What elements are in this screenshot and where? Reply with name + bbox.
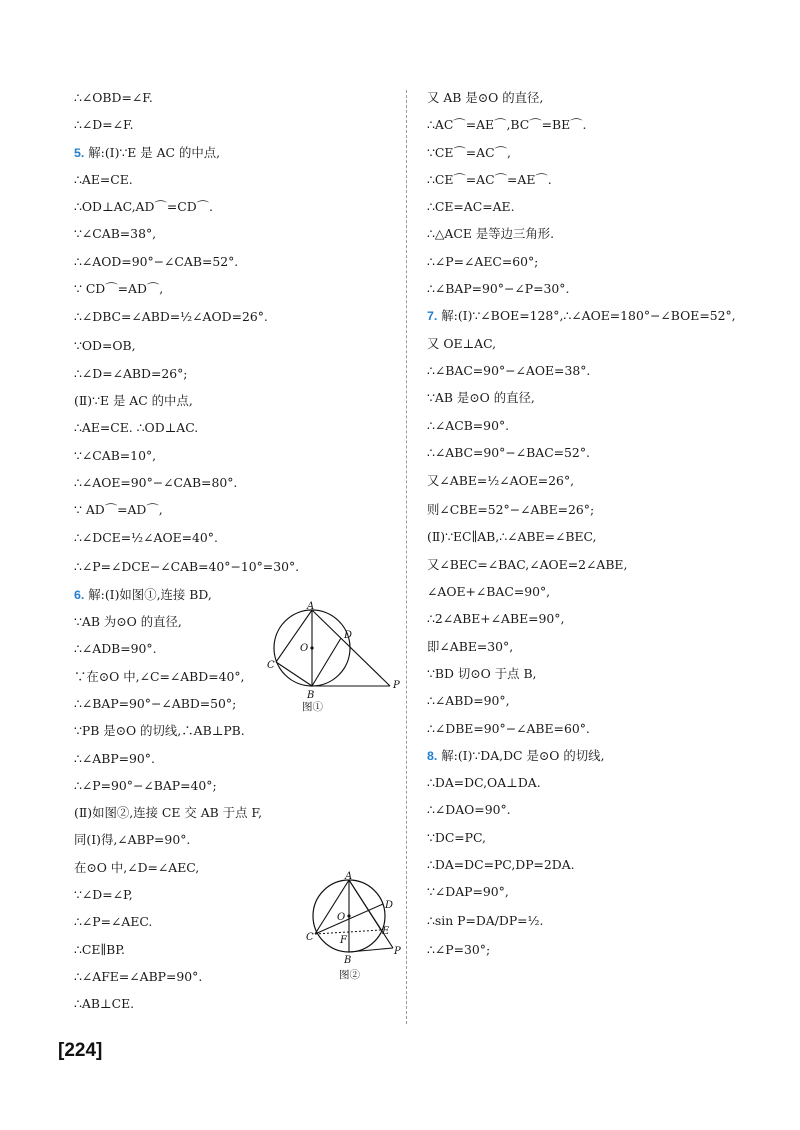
solution-line: 又 OE⊥AC, xyxy=(427,335,497,351)
solution-line: ∵在⊙O 中,∠C=∠ABD=40°, xyxy=(74,668,245,684)
solution-line: ∴AB⊥CE. xyxy=(74,996,135,1012)
solution-line: ∴∠DBC=∠ABD=½∠AOD=26°. xyxy=(74,309,268,325)
solution-line: ∴CE⌒=AC⌒=AE⌒. xyxy=(427,171,552,187)
solution-line: ∴DA=DC=PC,DP=2DA. xyxy=(427,857,575,873)
solution-line: ∴∠ABC=90°−∠BAC=52°. xyxy=(427,444,590,460)
solution-line: ∵∠CAB=38°, xyxy=(74,226,157,242)
solution-line: ∴∠BAP=90°−∠ABD=50°; xyxy=(74,695,237,711)
solution-line: 5. 解:(Ⅰ)∵E 是 AC 的中点, xyxy=(74,144,221,160)
solution-line: ∵AB 是⊙O 的直径, xyxy=(427,390,535,406)
fig2-label-A: A xyxy=(345,871,353,882)
solution-line: 即∠ABE=30°, xyxy=(427,638,514,654)
solution-line: ∴∠P=90°−∠BAP=40°; xyxy=(74,777,217,793)
solution-line: ∵PB 是⊙O 的切线,∴AB⊥PB. xyxy=(74,723,245,739)
solution-line: ∴∠P=∠DCE−∠CAB=40°−10°=30°. xyxy=(74,559,300,575)
solution-line: ∴∠ABP=90°. xyxy=(74,750,155,766)
solution-line: ∴∠AFE=∠ABP=90°. xyxy=(74,968,203,984)
solution-line: ∵∠CAB=10°, xyxy=(74,447,157,463)
problem-number: 8. xyxy=(427,748,438,763)
right-column xyxy=(427,84,767,963)
figure-1 xyxy=(262,600,412,716)
fig2-label-F: F xyxy=(340,935,347,946)
solution-line: 6. 解:(Ⅰ)如图①,连接 BD, xyxy=(74,586,212,602)
solution-line: ∴AC⌒=AE⌒,BC⌒=BE⌒. xyxy=(427,117,587,133)
fig2-label-D: D xyxy=(385,900,394,911)
solution-line: 8. 解:(Ⅰ)∵DA,DC 是⊙O 的切线, xyxy=(427,747,605,763)
figure-2 xyxy=(305,868,405,987)
solution-line: ∴∠ABD=90°, xyxy=(427,693,510,709)
solution-line: ∵OD=OB, xyxy=(74,338,136,354)
solution-line: ∴sin P=DA/DP=½. xyxy=(427,912,544,928)
solution-line: ∵BD 切⊙O 于点 B, xyxy=(427,665,537,681)
solution-line: (Ⅱ)如图②,连接 CE 交 AB 于点 F, xyxy=(74,805,263,821)
solution-line: ∴CE∥BP. xyxy=(74,941,126,957)
problem-number: 7. xyxy=(427,309,438,324)
solution-line: ∴∠P=30°; xyxy=(427,941,491,957)
solution-line: (Ⅱ)∵EC∥AB,∴∠ABE=∠BEC, xyxy=(427,529,597,545)
page-number: [224] xyxy=(58,1040,103,1061)
solution-line: ∵∠DAP=90°, xyxy=(427,884,509,900)
fig2-label-E: E xyxy=(382,926,390,937)
fig1-label-B: B xyxy=(307,690,315,701)
solution-line: 同(Ⅰ)得,∠ABP=90°. xyxy=(74,832,191,848)
solution-line: 在⊙O 中,∠D=∠AEC, xyxy=(74,859,200,875)
solution-line: ∴∠DCE=½∠AOE=40°. xyxy=(74,530,218,546)
solution-line: ∵ CD⌒=AD⌒, xyxy=(74,281,164,297)
solution-line: ∴∠DBE=90°−∠ABE=60°. xyxy=(427,720,590,736)
solution-line: ∵CE⌒=AC⌒, xyxy=(427,144,511,160)
column-divider xyxy=(406,90,407,1024)
solution-line: 又∠ABE=½∠AOE=26°, xyxy=(427,473,575,489)
solution-line: ∴∠BAC=90°−∠AOE=38°. xyxy=(427,362,591,378)
solution-line: ∴DA=DC,OA⊥DA. xyxy=(427,775,541,791)
solution-line: 7. 解:(Ⅰ)∵∠BOE=128°,∴∠AOE=180°−∠BOE=52°, xyxy=(427,308,736,324)
solution-line: ∵DC=PC, xyxy=(427,829,486,845)
fig2-label-P: P xyxy=(394,946,401,957)
solution-line: ∴AE=CE. xyxy=(74,171,133,187)
solution-line: 则∠CBE=52°−∠ABE=26°; xyxy=(427,502,595,518)
solution-line: ∴∠DAO=90°. xyxy=(427,802,511,818)
solution-line: ∴2∠ABE+∠ABE=90°, xyxy=(427,611,565,627)
solution-line: 又∠BEC=∠BAC,∠AOE=2∠ABE, xyxy=(427,556,628,572)
solution-line: ∴∠D=∠ABD=26°; xyxy=(74,365,188,381)
solution-line: ∴∠AOD=90°−∠CAB=52°. xyxy=(74,253,239,269)
fig1-label-C: C xyxy=(267,660,275,671)
fig2-label-O: O xyxy=(337,912,346,923)
fig2-label-B: B xyxy=(344,955,352,966)
solution-line: ∴AE=CE. ∴OD⊥AC. xyxy=(74,420,199,436)
fig1-caption: 图① xyxy=(302,701,323,712)
fig1-label-O: O xyxy=(300,643,309,654)
solution-line: ∵∠D=∠P, xyxy=(74,887,133,903)
solution-line: ∠AOE+∠BAC=90°, xyxy=(427,584,551,600)
solution-line: ∴∠AOE=90°−∠CAB=80°. xyxy=(74,474,238,490)
fig1-label-P: P xyxy=(393,680,400,691)
fig2-label-C: C xyxy=(306,932,314,943)
solution-line: (Ⅱ)∵E 是 AC 的中点, xyxy=(74,392,193,408)
solution-line: ∴∠BAP=90°−∠P=30°. xyxy=(427,281,570,297)
solution-line: 又 AB 是⊙O 的直径, xyxy=(427,90,544,105)
fig2-caption: 图② xyxy=(339,969,360,981)
solution-line: ∴∠D=∠F. xyxy=(74,117,134,133)
fig1-label-D: D xyxy=(344,630,353,641)
solution-line: ∴△ACE 是等边三角形. xyxy=(427,226,555,242)
solution-line: ∵ AD⌒=AD⌒, xyxy=(74,502,163,518)
fig1-label-A: A xyxy=(307,601,315,612)
solution-line: ∴∠P=∠AEC=60°; xyxy=(427,253,539,269)
solution-line: ∴OD⊥AC,AD⌒=CD⌒. xyxy=(74,199,213,215)
solution-line: ∴∠P=∠AEC. xyxy=(74,914,153,930)
solution-line: ∴CE=AC=AE. xyxy=(427,199,515,215)
solution-line: ∵AB 为⊙O 的直径, xyxy=(74,614,182,630)
solution-line: ∴∠ACB=90°. xyxy=(427,417,510,433)
solution-line: ∴∠OBD=∠F. xyxy=(74,90,153,105)
solution-line: ∴∠ADB=90°. xyxy=(74,641,157,657)
problem-number: 5. xyxy=(74,145,85,160)
problem-number: 6. xyxy=(74,587,85,602)
